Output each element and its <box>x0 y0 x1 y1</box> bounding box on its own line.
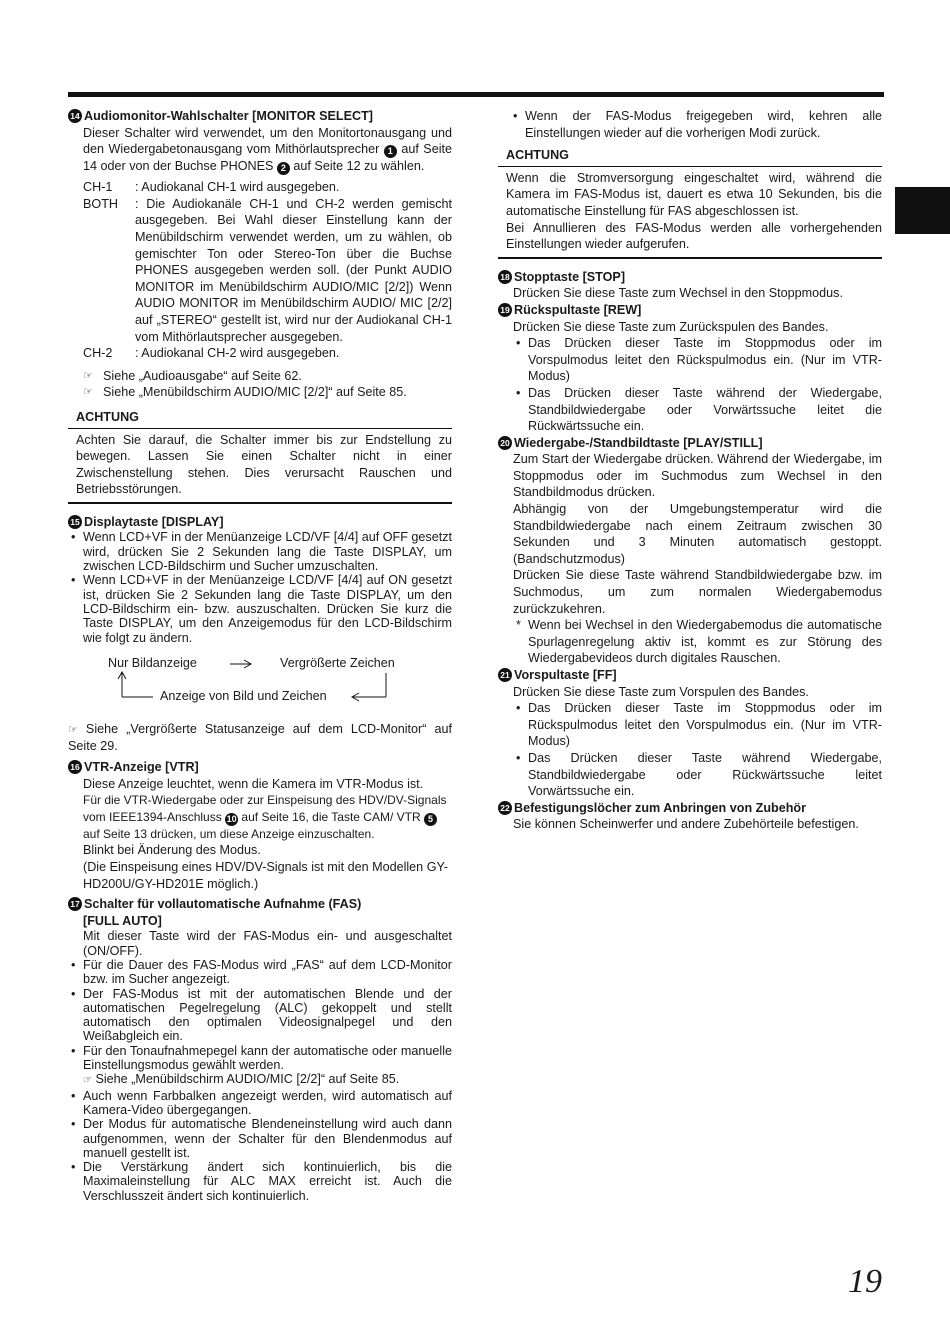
section-title-fast-forward <box>498 667 882 684</box>
text: Dieser Schalter wird verwendet, um den Monitortonausgang und den Wiedergabetonausgang vom Mithörlautsprecher <box>83 125 452 157</box>
caution-box <box>68 409 452 504</box>
chapter-tab <box>895 187 950 234</box>
section-heading-continued: [FULL AUTO] <box>83 913 162 928</box>
section-title-display <box>68 514 452 531</box>
number-badge: 19 <box>498 303 512 317</box>
option-row <box>83 196 452 345</box>
section-title-play-still <box>498 435 882 452</box>
section-accessory-holes <box>498 800 882 833</box>
paragraph: Blinkt bei Änderung des Modus. <box>83 843 261 858</box>
display-mode-diagram <box>68 655 452 715</box>
paragraph: Sie können Scheinwerfer und andere Zubehörteile befestigen. <box>513 817 859 832</box>
section-heading: Stopptaste [STOP] <box>514 269 626 284</box>
number-badge: 14 <box>68 109 82 123</box>
paragraph: Drücken Sie diese Taste zum Zurückspulen des Bandes. <box>513 319 829 334</box>
paragraph: Drücken Sie diese Taste zum Wechsel in den Stoppmodus. <box>513 286 843 301</box>
reference-icon: ☞ <box>83 386 93 399</box>
option-key: CH-1 <box>83 180 113 195</box>
section-display <box>68 514 452 755</box>
bullet-list <box>498 108 882 141</box>
section-title-full-auto <box>68 896 452 913</box>
section-vtr <box>68 759 452 892</box>
paragraph: (Die Einspeisung eines HDV/DV-Signals ist mit den Modellen GY-HD200U/GY-HD201E möglich.) <box>83 860 448 891</box>
list-item: • Der Modus für automatische Blendeneinstellung wird auch dann aufgenommen, wenn der Schalter für den Blendenmodus auf manuell gestellt ist. <box>68 1117 452 1160</box>
option-key: CH-2 <box>83 346 113 361</box>
section-fast-forward <box>498 667 882 800</box>
note-item: * Wenn bei Wechsel in den Wiedergabemodus die automatische Spurlagenregelung aktiv ist, kommt es zur Störung des Wiedergabevideos durch digitales Rauschen. <box>513 617 882 667</box>
paragraph <box>83 792 452 842</box>
list-item: • Die Verstärkung ändert sich kontinuierlich, bis die Maximaleinstellung für ALC MAX erreicht ist. Auch die Verschlusszeit ändert sich kontinuierlich. <box>68 1160 452 1203</box>
reference-icon: ☞ <box>83 369 93 382</box>
caution-heading: ACHTUNG <box>68 409 452 429</box>
caution-paragraph: Bei Annullieren des FAS-Modus werden alle vorhergehenden Einstellungen wieder aufgerufen. <box>506 220 882 252</box>
callout-number: 10 <box>226 813 237 824</box>
number-badge: 15 <box>68 515 82 529</box>
bullet-list <box>68 530 452 644</box>
bullet-list <box>513 700 882 800</box>
reference-text: Siehe „Vergrößerte Statusanzeige auf dem LCD-Monitor“ auf Seite 29. <box>68 721 452 754</box>
mode-image-and-chars: Anzeige von Bild und Zeichen <box>160 688 327 703</box>
reference-text: Siehe „Menübildschirm AUDIO/MIC [2/2]“ auf Seite 85. <box>103 385 407 400</box>
list-item: • Für die Dauer des FAS-Modus wird „FAS“ auf dem LCD-Monitor bzw. im Sucher angezeigt. <box>68 958 452 987</box>
right-column <box>498 108 882 833</box>
list-item <box>68 1044 452 1089</box>
list-item: • Das Drücken dieser Taste im Stoppmodus oder im Vorspulmodus leitet den Rückspulmodus ein. (Nur im VTR-Modus) <box>513 335 882 385</box>
section-body <box>498 684 882 800</box>
section-body <box>498 285 882 302</box>
option-row <box>83 179 452 196</box>
section-body <box>68 913 452 958</box>
list-item: • Wenn LCD+VF in der Menüanzeige LCD/VF [4/4] auf ON gesetzt ist, drücken Sie 2 Sekunden lang die Taste DISPLAY, um den LCD-Bildschirm ein- bzw. auszuschalten. Drücken Sie kurz die Taste DISPLAY, um den Anzeigemodus für den LCD-Bildschirm wie folgt zu ändern. <box>68 573 452 644</box>
callout-number: 2 <box>277 162 290 175</box>
page-number: 19 <box>848 1263 882 1300</box>
section-play-still <box>498 435 882 667</box>
list-item: • Auch wenn Farbbalken angezeigt werden, wird automatisch auf Kamera-Video übergegangen. <box>68 1089 452 1118</box>
list-item: • Das Drücken dieser Taste während Wiedergabe, Standbildwiedergabe oder Rückwärtssuche leitet Vorwärtssuche ein. <box>513 750 882 800</box>
number-badge: 22 <box>498 801 512 815</box>
section-body <box>68 125 452 401</box>
number-badge: 20 <box>498 436 512 450</box>
text: Für den Tonaufnahmepegel kann der automatische oder manuelle Einstellungsmodus gewählt werden. <box>83 1043 452 1073</box>
option-key: BOTH <box>83 196 118 211</box>
bullet-list <box>513 335 882 435</box>
section-heading: Wiedergabe-/Standbildtaste [PLAY/STILL] <box>514 435 763 450</box>
section-title-monitor-select <box>68 108 452 125</box>
list-item: • Das Drücken dieser Taste im Stoppmodus oder im Rückspulmodus leitet den Vorspulmodus ein. (Nur im VTR-Modus) <box>513 700 882 750</box>
text: auf Seite 16, die Taste CAM/ VTR <box>241 809 421 824</box>
section-heading: Befestigungslöcher zum Anbringen von Zubehör <box>514 800 806 815</box>
bullet-list <box>68 958 452 1203</box>
text: auf Seite 14 oder von der Buchse PHONES <box>83 142 453 174</box>
section-title-stop <box>498 269 882 286</box>
section-body <box>498 816 882 833</box>
paragraph <box>83 125 452 176</box>
caution-text: Achten Sie darauf, die Schalter immer bis zur Endstellung zu bewegen. Lassen Sie einen Schalter nicht in einer Zwischenstellung stehen. Dies verursacht Rauschen und Betriebsstörungen. <box>68 429 452 504</box>
list-item: • Das Drücken dieser Taste während der Wiedergabe, Standbildwiedergabe oder Vorwärtssuche leitet die Rückwärtssuche ein. <box>513 385 882 435</box>
caution-box <box>498 147 882 259</box>
section-body <box>498 451 882 667</box>
number-badge: 18 <box>498 270 512 284</box>
list-item: • Der FAS-Modus ist mit der automatischen Blende und der automatischen Pegelregelung (ALC) gekoppelt und stellt automatisch den optimalen Videosignalpegel und den Weißabgleich ein. <box>68 987 452 1044</box>
number-badge: 16 <box>68 760 82 774</box>
text: auf Seite 13 drücken, um diese Anzeige einzuschalten. <box>83 826 375 841</box>
text: Für die VTR-Wiedergabe oder zur Einspeisung des HDV/DV-Signals vom IEEE1394-Anschluss <box>83 793 447 824</box>
section-heading: VTR-Anzeige [VTR] <box>84 760 199 775</box>
page-reference <box>83 368 452 385</box>
callout-number: 5 <box>424 813 437 826</box>
section-rewind <box>498 302 882 435</box>
reference-text: Siehe „Menübildschirm AUDIO/MIC [2/2]“ auf Seite 85. <box>95 1072 400 1087</box>
reference-icon: ☞ <box>68 723 78 736</box>
section-title-rewind <box>498 302 882 319</box>
page-reference <box>68 721 452 755</box>
section-body <box>498 319 882 435</box>
left-column <box>68 108 452 1203</box>
list-item: • Wenn der FAS-Modus freigegeben wird, kehren alle Einstellungen wieder auf die vorherigen Modi zurück. <box>510 108 882 141</box>
section-body <box>68 776 452 893</box>
section-full-auto <box>68 896 452 1203</box>
text: auf Seite 12 zu wählen. <box>293 159 425 174</box>
caution-heading: ACHTUNG <box>498 147 882 167</box>
mode-image-only: Nur Bildanzeige <box>108 655 197 670</box>
paragraph: Zum Start der Wiedergabe drücken. Während der Wiedergabe, im Stoppmodus oder im Suchmodus zum Wechsel in den Standbildmodus drücken. <box>513 452 882 500</box>
page-reference <box>83 384 452 401</box>
section-heading: Vorspultaste [FF] <box>514 668 617 682</box>
section-heading: Schalter für vollautomatische Aufnahme (FAS) <box>84 897 362 912</box>
note-list <box>513 617 882 667</box>
option-value: : Die Audiokanäle CH-1 und CH-2 werden gemischt ausgegeben. Bei Wahl dieser Einstellung kann der Menübildschirm verwendet werden, um zu wählen, ob gemischter Ton oder Stereo-Ton über die Buchse PHONES ausgegeben werden soll. (der Punkt AUDIO MONITOR im Menübildschirm AUDIO/MIC [2/2]) Wenn AUDIO MONITOR im Menübildschirm AUDIO/ MIC [2/2] auf „STEREO“ gestellt ist, wird nur der Audiokanal CH-1 vom Mithörlautsprecher ausgegeben. <box>135 196 452 344</box>
reference-text: Siehe „Audioausgabe“ auf Seite 62. <box>103 368 302 383</box>
section-heading: Displaytaste [DISPLAY] <box>84 514 224 529</box>
section-heading: Audiomonitor-Wahlschalter [MONITOR SELECT] <box>84 109 373 123</box>
section-title-vtr <box>68 759 452 776</box>
paragraph: Mit dieser Taste wird der FAS-Modus ein- und ausgeschaltet (ON/OFF). <box>83 929 452 958</box>
option-value: : Audiokanal CH-2 wird ausgegeben. <box>135 346 340 361</box>
top-rule <box>68 92 884 97</box>
number-badge: 17 <box>68 897 82 911</box>
section-monitor-select <box>68 108 452 401</box>
section-stop <box>498 269 882 302</box>
paragraph: Drücken Sie diese Taste zum Vorspulen des Bandes. <box>513 684 809 699</box>
paragraph: Drücken Sie diese Taste während Standbildwiedergabe bzw. im Suchmodus, um zum normalen Wiedergabemodus zurückzukehren. <box>513 568 882 616</box>
section-title-accessory-holes <box>498 800 882 817</box>
paragraph: Abhängig von der Umgebungstemperatur wird die Standbildwiedergabe nach einem Zeitraum zwischen 30 Sekunden und 3 Minuten automatisch gestoppt. (Bandschutzmodus) <box>513 502 882 566</box>
caution-text <box>498 167 882 259</box>
section-heading: Rückspultaste [REW] <box>514 302 642 317</box>
paragraph: Diese Anzeige leuchtet, wenn die Kamera im VTR-Modus ist. <box>83 776 424 791</box>
list-item: • Wenn LCD+VF in der Menüanzeige LCD/VF [4/4] auf OFF gesetzt wird, drücken Sie 2 Sekunden lang die Taste DISPLAY, um zwischen LCD-Bildschirm und Sucher umzuschalten. <box>68 530 452 573</box>
reference-icon: ☞ <box>83 1075 92 1087</box>
caution-paragraph: Wenn die Stromversorgung eingeschaltet wird, während die Kamera im FAS-Modus ist, dauert es etwa 10 Sekunden, bis die automatische Einstellung für FAS abgeschlossen ist. <box>506 170 882 218</box>
option-value: : Audiokanal CH-1 wird ausgegeben. <box>135 180 340 195</box>
callout-number: 1 <box>384 145 397 158</box>
number-badge: 21 <box>498 668 512 682</box>
option-row <box>83 345 452 362</box>
mode-enlarged-chars: Vergrößerte Zeichen <box>280 655 395 670</box>
